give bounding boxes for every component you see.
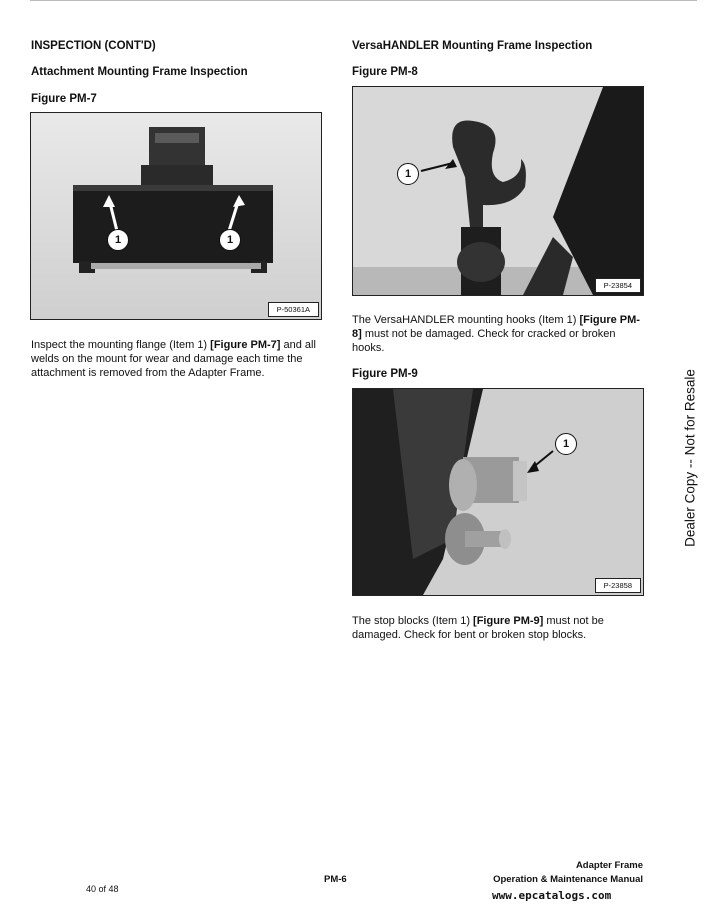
footer-section: Adapter Frame (575, 860, 643, 871)
paragraph-stop-blocks (352, 614, 647, 642)
callout-item-1c: 1 (397, 163, 419, 185)
figure-pm8-photo (352, 86, 644, 296)
figure-pm7-photo (30, 112, 322, 320)
figure-pm9-photo (352, 388, 644, 596)
mounting-hook-illustration (353, 87, 643, 295)
callout-item-1b: 1 (219, 229, 241, 251)
figure-pm7-id: P-50361A (268, 302, 319, 317)
figure-reference: [Figure PM-7] (210, 339, 281, 351)
page-number: PM-6 (324, 874, 347, 885)
subtitle-versahandler-frame: VersaHANDLER Mounting Frame Inspection (352, 40, 593, 52)
figure-reference: [Figure PM-9] (473, 615, 544, 627)
figure-pm9-caption: Figure PM-9 (352, 368, 418, 380)
paragraph-mounting-hooks (352, 313, 647, 355)
footer-manual-title: Operation & Maintenance Manual (493, 874, 643, 885)
figure-pm7-caption: Figure PM-7 (31, 93, 97, 105)
paragraph-text: must not be damaged. Check for bent or broken stop blocks. (352, 615, 604, 641)
section-title: INSPECTION (CONT'D) (31, 40, 156, 52)
figure-pm9-id: P-23858 (595, 578, 641, 593)
page-count: 40 of 48 (86, 884, 119, 894)
mounting-frame-illustration (31, 113, 321, 319)
subtitle-attachment-frame: Attachment Mounting Frame Inspection (31, 66, 248, 78)
paragraph-text: and all welds on the mount for wear and damage each time the attachment is removed from the Adapter Frame. (31, 339, 316, 379)
figure-reference: [Figure PM-8] (352, 314, 640, 340)
paragraph-text: must not be damaged. Check for cracked or broken hooks. (352, 328, 616, 354)
paragraph-mounting-flange (31, 338, 326, 380)
figure-pm8-id: P-23854 (595, 278, 641, 293)
website-link[interactable]: www.epcatalogs.com (492, 889, 612, 902)
dealer-copy-watermark: Dealer Copy -- Not for Resale (682, 369, 698, 547)
paragraph-text: The VersaHANDLER mounting hooks (Item 1) (352, 314, 580, 326)
callout-item-1a: 1 (107, 229, 129, 251)
stop-block-illustration (353, 389, 643, 595)
figure-pm8-caption: Figure PM-8 (352, 66, 418, 78)
paragraph-text: The stop blocks (Item 1) (352, 615, 474, 627)
callout-item-1d: 1 (555, 433, 577, 455)
paragraph-text: Inspect the mounting flange (Item 1) (31, 339, 211, 351)
top-rule (30, 0, 697, 1)
